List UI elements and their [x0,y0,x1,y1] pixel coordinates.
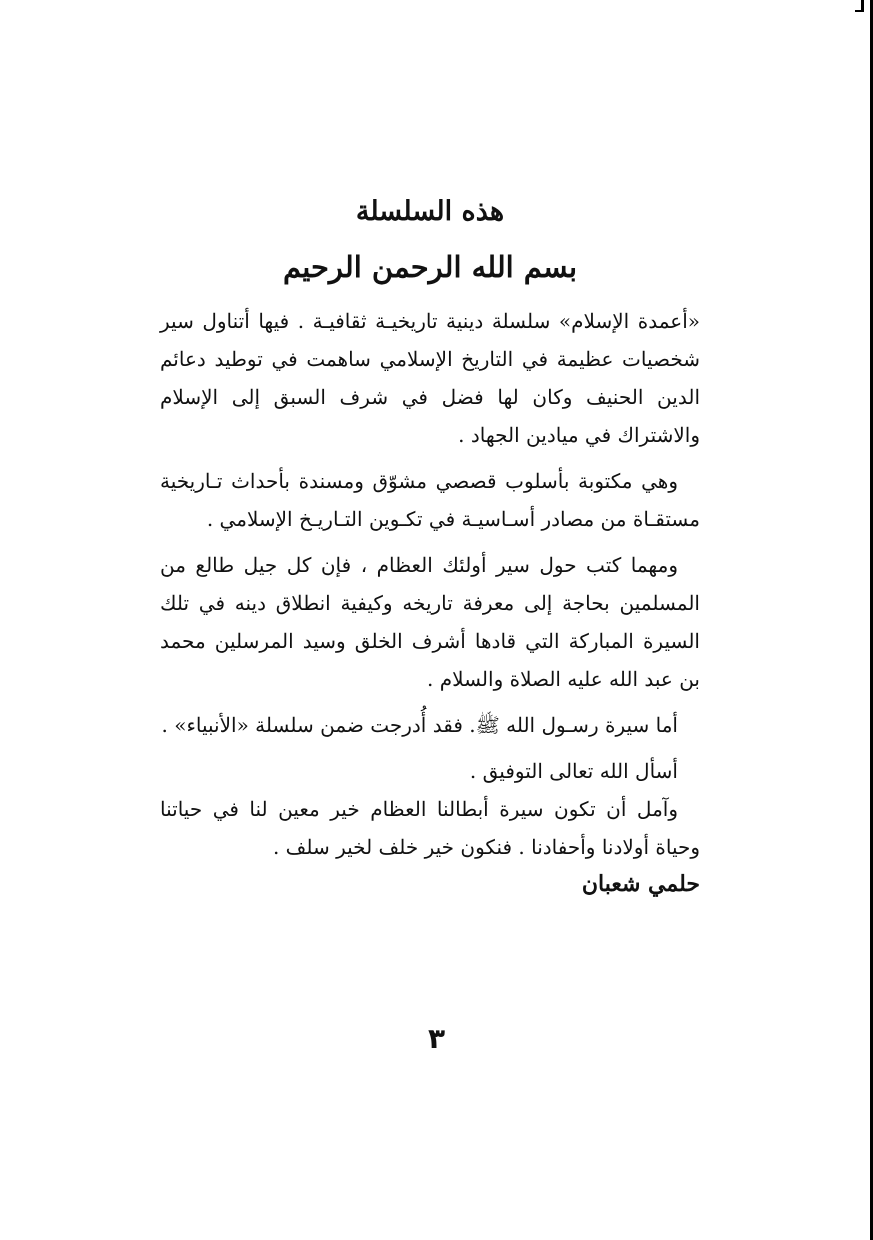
page-number: ٣ [427,1022,446,1055]
style-paragraph: وهي مكتوبة بأسلوب قصصي مشوّق ومسندة بأحداث تـاريخية مستقـاة من مصادر أسـاسيـة في تكـوين التـاريـخ الإسلامي . [160,469,700,531]
series-title: هذه السلسلة [355,196,505,227]
prophet-biography-note: أما سيرة رسـول الله ﷺ. فقد أُدرجت ضمن سلسلة «الأنبياء» . [161,713,678,737]
page-corner-mark [855,0,864,12]
intro-paragraph: «أعمدة الإسلام» سلسلة دينية تاريخيـة ثقافيـة . فيها أتناول سير شخصيات عظيمة في التاريخ الإسلامي ساهمت في توطيد دعائم الدين الحنيف وكان لها فضل في شرف السبق إلى الإسلام والاشتراك في ميادين الجهاد . [160,309,700,447]
prayer-line: أسأل الله تعالى التوفيق . [469,759,678,783]
hope-paragraph: وآمل أن تكون سيرة أبطالنا العظام خير معين لنا في حياتنا وحياة أولادنا وأحفادنا . فنكون خير خلف لخير سلف . [160,797,700,859]
biography-paragraph: ومهما كتب حول سير أولئك العظام ، فإن كل جيل طالع من المسلمين بحاجة إلى معرفة تاريخه وكيفية انطلاق دينه في تلك السيرة المباركة التي قادها أشرف الخلق وسيد المرسلين محمد بن عبد الله عليه الصلاة والسلام . [160,553,700,691]
basmala-heading: بسم الله الرحمن الرحيم [282,250,578,284]
page-content [160,190,700,902]
author-signature: حلمي شعبان [581,871,700,897]
